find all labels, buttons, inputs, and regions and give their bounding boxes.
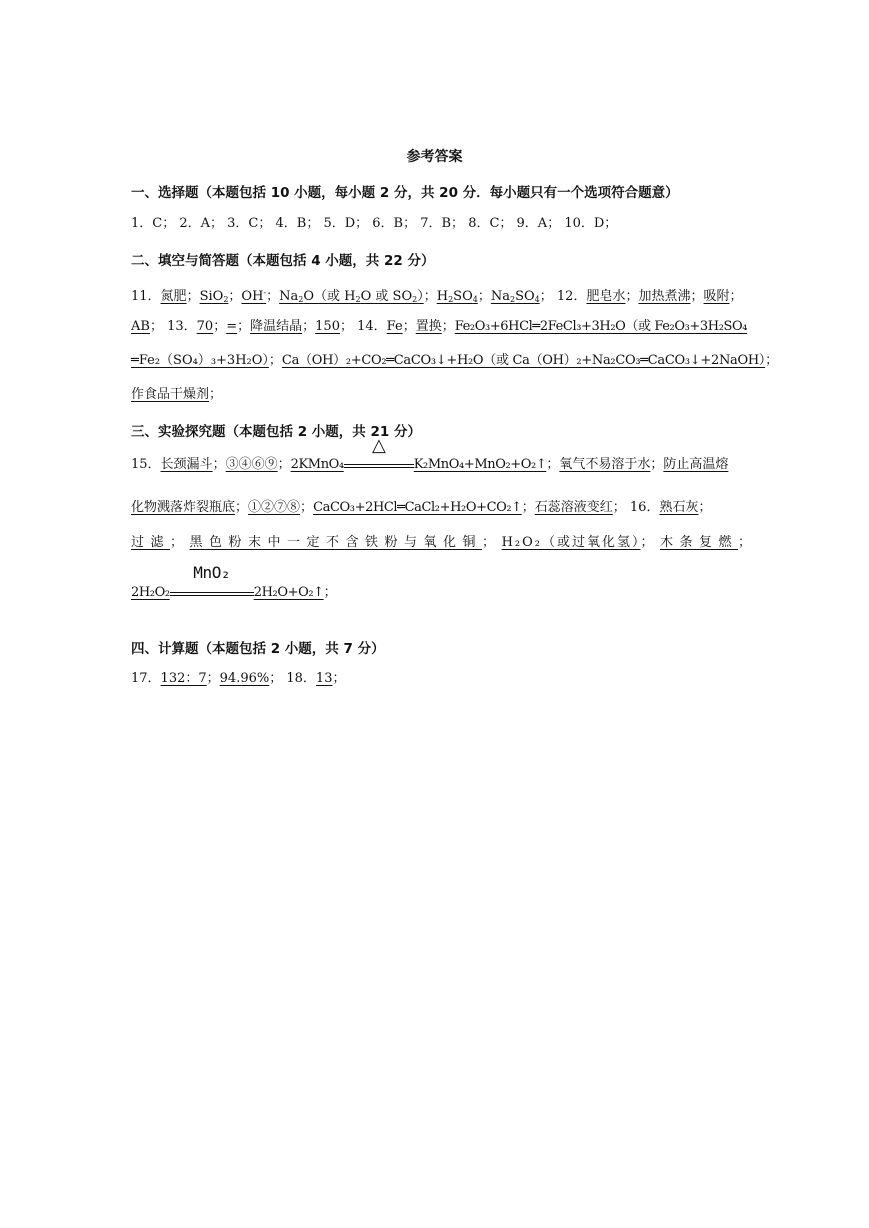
q13-answer-1: 70: [196, 319, 214, 334]
q13-answer-3: 降温结晶: [250, 319, 303, 334]
section-2-line-3: ═Fe₂（SO₄）₃+3H₂O）；Ca（OH）₂+CO₂═CaCO₃↓+H₂O（或 Ca（OH）₂+Na₂CO₃═CaCO₃↓+2NaOH）；: [131, 353, 779, 368]
section-4-heading: 四、计算题（本题包括 2 小题，共 7 分）: [131, 641, 385, 657]
q11-answer-1: 氮肥: [160, 289, 187, 304]
section-1-heading: 一、选择题（本题包括 10 小题，每小题 2 分，共 20 分．每小题只有一个选项符合题意）: [131, 185, 679, 201]
delta-icon: △: [372, 435, 386, 456]
q16-answer-1: 熟石灰: [659, 500, 699, 515]
eq1-reactant: 2KMnO₄: [290, 457, 344, 472]
q16-equation: [131, 563, 324, 600]
q12-number: 12．: [556, 289, 587, 304]
q16-answer-4: H₂O₂（或过氧化氢）: [501, 535, 641, 550]
q13-answer-2: =: [226, 319, 238, 334]
q16-answer-2: 过滤: [131, 535, 171, 550]
q15-answer-7: 石蕊溶液变红: [534, 500, 613, 515]
section-3-line-4: 2H₂O₂ MnO₂ 2H₂O+O₂↑；: [131, 563, 337, 600]
q12-answer-2: 加热煮沸: [638, 289, 691, 304]
q16-answer-3: 黑色粉末中一定不含铁粉与氧化铜: [189, 535, 483, 550]
q16-number: 16．: [629, 500, 660, 515]
heat-condition: [344, 435, 414, 474]
q18-number: 18．: [286, 671, 316, 686]
section-2-line-1: 11．氮肥；SiO$_2$；OH-；$Na_2O$（或 $H_2O$ 或 $SO_2$）；$H_2SO_4$；$Na_2SO_4$； 12．肥皂水；加热煮沸；吸附；: [131, 288, 743, 304]
q15-answer-6: CaCO₃+2HCl═CaCl₂+H₂O+CO₂↑: [313, 500, 522, 515]
q15-number: 15．: [131, 457, 161, 472]
section-1-answers: 1．C； 2．A； 3．C； 4．B； 5．D； 6．B； 7．B； 8．C； 9．A； 10．D；: [131, 216, 618, 231]
q11-answer-4: $Na_2O$（或 $H_2O$ 或 $SO_2$）: [279, 289, 424, 304]
q11-number: 11．: [131, 289, 161, 304]
catalyst-label: MnO₂: [193, 563, 231, 582]
catalyst-condition: [170, 563, 254, 602]
q11-answer-2: SiO$_2$: [199, 289, 229, 304]
section-4-line-1: 17．132：7；94.96%； 18．13；: [131, 671, 346, 686]
q17-answer-2: 94.96%: [219, 671, 270, 686]
q15-answer-4: 防止高温熔: [663, 457, 729, 472]
q14-number: 14．: [357, 319, 387, 334]
section-2-line-2: AB； 13．70；=；降温结晶；150； 14．Fe；置换；Fe₂O₃+6HCl═2FeCl₃+3H₂O（或 Fe₂O₃+3H₂SO₄: [131, 319, 748, 334]
q15-answer-1: 长颈漏斗: [160, 457, 213, 472]
eq1-products: K₂MnO₄+MnO₂+O₂↑: [413, 457, 547, 472]
q15-answer-5: ①②⑦⑧: [248, 500, 301, 515]
section-2-line-4: 作食品干燥剂；: [131, 387, 223, 402]
q14-answer-5: 作食品干燥剂: [131, 387, 210, 402]
q12-answer-4: AB: [131, 319, 150, 334]
section-3-line-1: 15．长颈漏斗；③④⑥⑨；2KMnO₄ △ K₂MnO₄+MnO₂+O₂↑；氧气不易溶于水；防止高温熔: [131, 435, 729, 472]
q14-answer-1: Fe: [386, 319, 403, 334]
q15-answer-3: 氧气不易溶于水: [559, 457, 651, 472]
q15-answer-4-cont: 化物溅落炸裂瓶底: [131, 500, 236, 515]
q12-answer-1: 肥皂水: [586, 289, 626, 304]
q17-number: 17．: [131, 671, 161, 686]
q18-answer-1: 13: [315, 671, 333, 686]
q11-answer-5: $H_2SO_4$: [436, 289, 478, 304]
q14-answer-4: Ca（OH）₂+CO₂═CaCO₃↓+H₂O（或 Ca（OH）₂+Na₂CO₃═CaCO₃↓+2NaOH）: [281, 353, 766, 368]
q11-answer-6: $Na_2SO_4$: [490, 289, 540, 304]
section-3-heading: 三、实验探究题（本题包括 2 小题，共 21 分）: [131, 424, 421, 440]
q14-answer-3-cont: ═Fe₂（SO₄）₃+3H₂O）: [131, 353, 269, 368]
q13-answer-4: 150: [315, 319, 340, 334]
eq2-reactant: 2H₂O₂: [131, 585, 170, 600]
q15-equation-1: [290, 435, 547, 472]
section-3-line-2: 化物溅落炸裂瓶底；①②⑦⑧；CaCO₃+2HCl═CaCl₂+H₂O+CO₂↑；石蕊溶液变红； 16．熟石灰；: [131, 500, 712, 515]
q11-answer-3: OH-: [241, 288, 267, 304]
q14-answer-3: Fe₂O₃+6HCl═2FeCl₃+3H₂O（或 Fe₂O₃+3H₂SO₄: [454, 319, 748, 334]
q15-answer-2: ③④⑥⑨: [225, 457, 278, 472]
q14-answer-2: 置换: [415, 319, 442, 334]
page-title: 参考答案: [406, 149, 463, 165]
q16-answer-5: 木条复燃: [660, 535, 739, 550]
q13-number: 13．: [167, 319, 197, 334]
section-2-heading: 二、填空与简答题（本题包括 4 小题，共 22 分）: [131, 253, 435, 269]
q12-answer-3: 吸附: [703, 289, 730, 304]
eq2-products: 2H₂O+O₂↑: [253, 585, 324, 600]
section-3-line-3: 过滤；黑色粉末中一定不含铁粉与氧化铜；H₂O₂（或过氧化氢）；木条复燃；: [131, 535, 758, 550]
q17-answer-1: 132：7: [160, 671, 207, 686]
